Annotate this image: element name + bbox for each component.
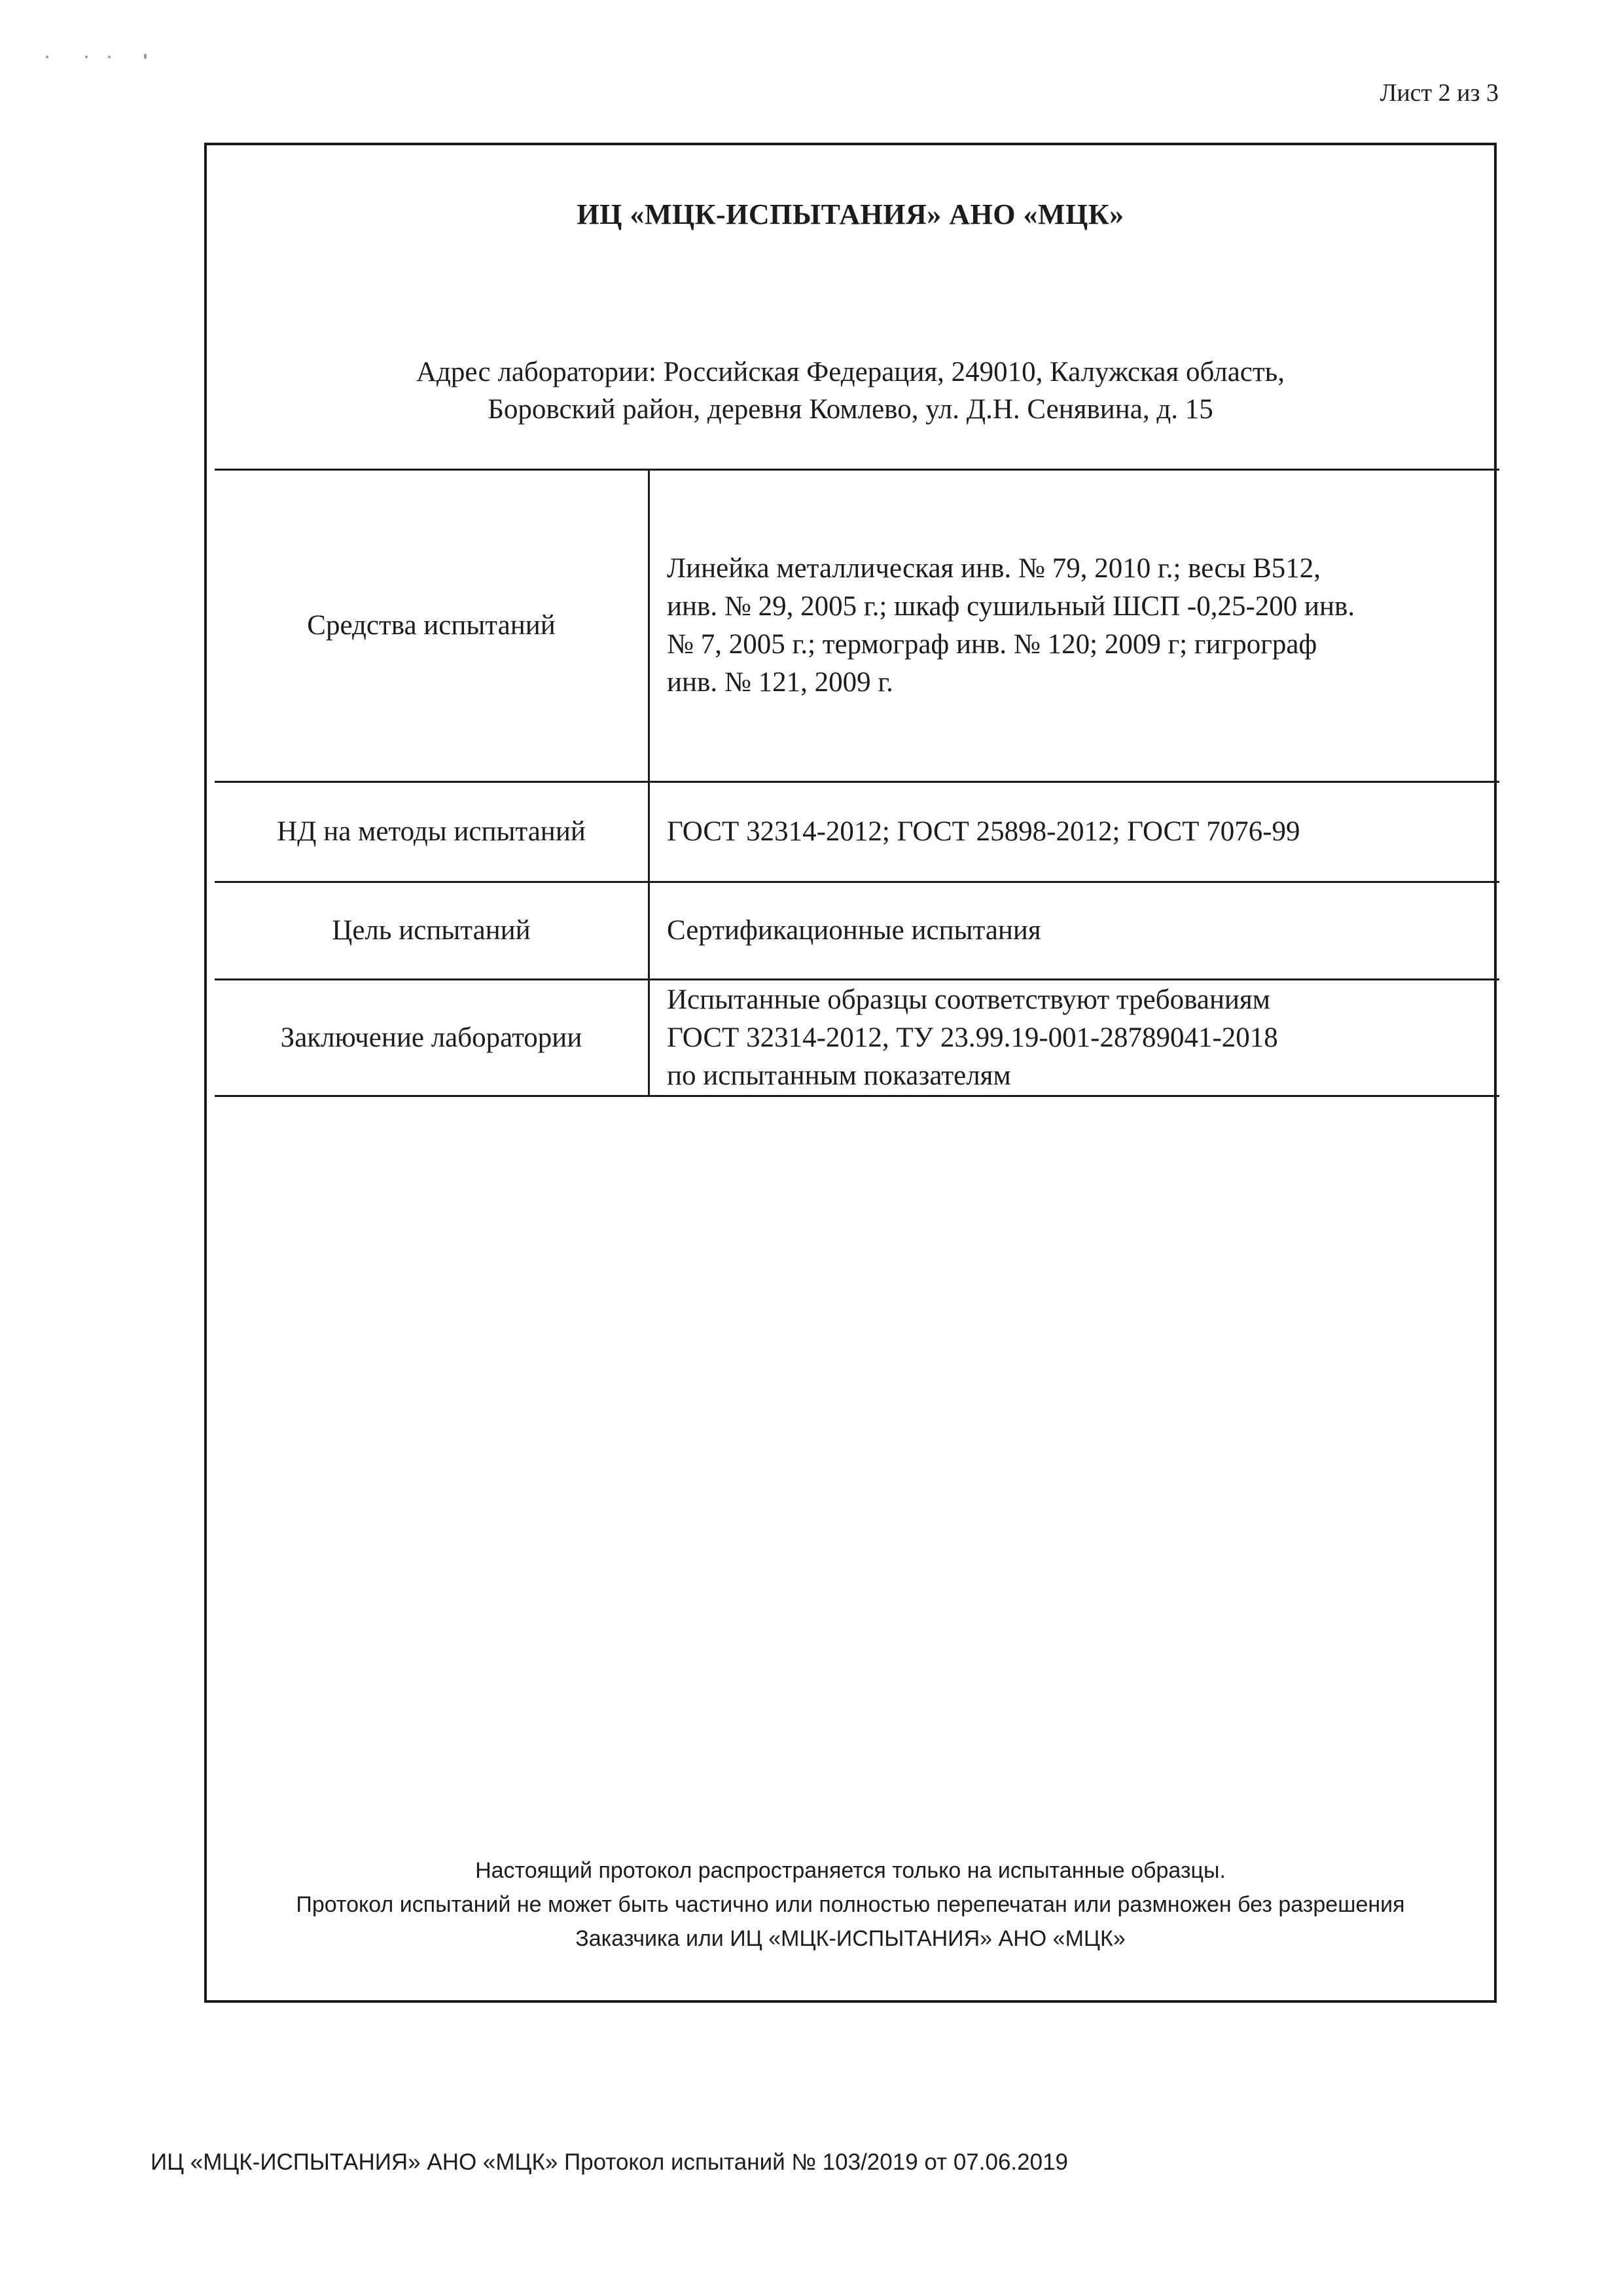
row-value-test-methods [649,782,1500,882]
lab-title: ИЦ «МЦК-ИСПЫТАНИЯ» АНО «МЦК» [577,198,1124,230]
value-line: Сертификационные испытания [667,915,1041,946]
address-line: Адрес лаборатории: Российская Федерация, 249010, Калужская область, [416,357,1285,387]
notice-line: Протокол испытаний не может быть частично или полностью перепечатан или размножен без разрешения [296,1892,1405,1917]
value-line: Испытанные образцы соответствуют требованиям [667,984,1270,1015]
row-label-test-purpose: Цель испытаний [215,882,649,980]
table-row [215,470,1499,782]
scan-artifact [46,52,157,62]
row-value-test-equipment [649,470,1500,782]
value-line: инв. № 121, 2009 г. [667,667,893,698]
row-value-test-purpose [649,882,1500,980]
value-line: ГОСТ 32314-2012, ТУ 23.99.19-001-28789041-2018 [667,1022,1278,1053]
value-line: № 7, 2005 г.; термограф инв. № 120; 2009 г; гигрограф [667,629,1317,660]
row-label-test-equipment: Средства испытаний [215,470,649,782]
row-label-lab-conclusion: Заключение лаборатории [215,980,649,1096]
sheet-number: Лист 2 из 3 [1380,79,1499,107]
notice-line: Настоящий протокол распространяется только на испытанные образцы. [475,1858,1226,1883]
protocol-info-table [215,469,1499,1097]
protocol-frame [204,143,1497,2003]
row-value-lab-conclusion [649,980,1500,1096]
value-line: по испытанным показателям [667,1060,1011,1091]
address-line: Боровский район, деревня Комлево, ул. Д.Н. Сенявина, д. 15 [488,394,1213,425]
table-row [215,980,1499,1096]
value-line: ГОСТ 32314-2012; ГОСТ 25898-2012; ГОСТ 7076-99 [667,816,1300,847]
table-row [215,882,1499,980]
value-line: Линейка металлическая инв. № 79, 2010 г.; весы В512, [667,553,1321,584]
notice-line: Заказчика или ИЦ «МЦК-ИСПЫТАНИЯ» АНО «МЦК» [575,1926,1126,1951]
row-label-test-methods: НД на методы испытаний [215,782,649,882]
table-row [215,782,1499,882]
protocol-notice [207,1854,1494,1956]
lab-address [207,353,1494,428]
value-line: инв. № 29, 2005 г.; шкаф сушильный ШСП -0,25-200 инв. [667,591,1355,622]
page-footer: ИЦ «МЦК-ИСПЫТАНИЯ» АНО «МЦК» Протокол испытаний № 103/2019 от 07.06.2019 [151,2149,1068,2175]
